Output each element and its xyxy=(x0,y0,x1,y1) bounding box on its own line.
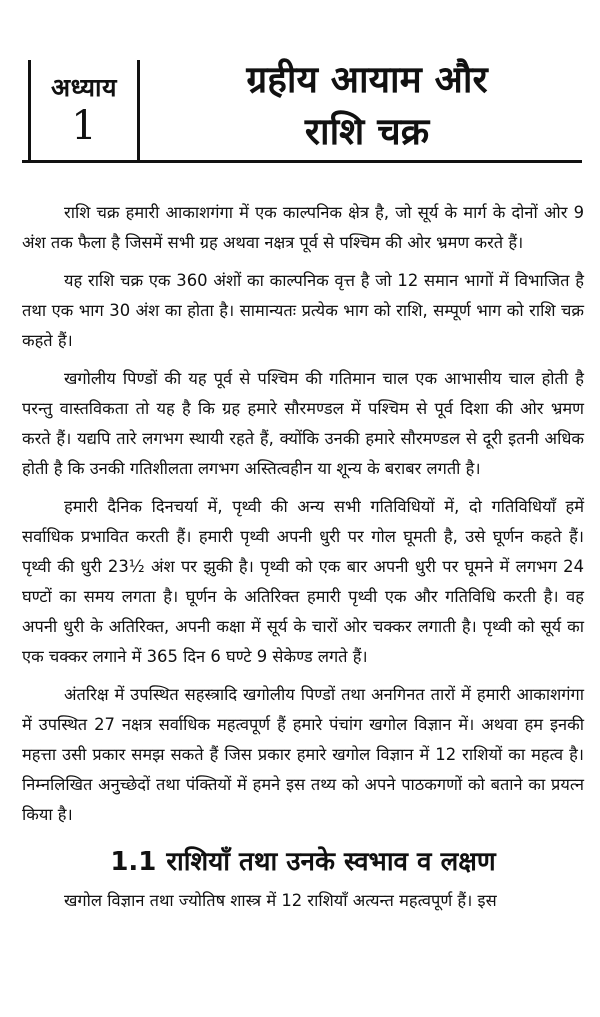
paragraph-5: अंतरिक्ष में उपस्थित सहस्त्रादि खगोलीय पिण्डों तथा अनगिनत तारों में हमारी आकाशगंगा में उपस्थित 27 नक्षत्र सर्वाधिक महत्वपूर्ण हैं हमारे पंचांग खगोल विज्ञान में। अथवा हम इनकी महत्ता उसी प्रकार समझ सकते हैं जिस प्रकार हमारे खगोल विज्ञान में 12 राशियों का महत्व है। निम्नलिखित अनुच्छेदों तथा पंक्तियों में हमने इस तथ्य को अपने पाठकगणों को बताने का प्रयत्न किया है। xyxy=(22,685,584,824)
paragraph-3: खगोलीय पिण्डों की यह पूर्व से पश्चिम की गतिमान चाल एक आभासीय चाल होती है परन्तु वास्तविकता तो यह है कि ग्रह हमारे सौरमण्डल में पश्चिम से पूर्व दिशा की ओर भ्रमण करते हैं। यद्यपि तारे लगभग स्थायी रहते हैं, क्योंकि उनकी हमारे सौरमण्डल से दूरी इतनी अधिक होती है कि उनकी गतिशीलता लगभग अस्तित्वहीन या शून्य के बराबर लगती है। xyxy=(22,369,584,478)
chapter-title xyxy=(162,54,572,158)
header-divider xyxy=(22,160,582,163)
chapter-label: अध्याय xyxy=(51,73,117,102)
section-number: 1.1 xyxy=(110,847,157,877)
section-title: राशियाँ तथा उनके स्वभाव व लक्षण xyxy=(166,847,496,877)
chapter-title-line-1: ग्रहीय आयाम और xyxy=(246,58,488,101)
chapter-title-line-2: राशि चक्र xyxy=(304,110,430,153)
chapter-number: 1 xyxy=(71,103,97,149)
paragraph-1: राशि चक्र हमारी आकाशगंगा में एक काल्पनिक क्षेत्र है, जो सूर्य के मार्ग के दोनों ओर 9 अंश तक फैला है जिसमें सभी ग्रह अथवा नक्षत्र पूर्व से पश्चिम की ओर भ्रमण करते हैं। xyxy=(22,203,584,252)
section-paragraph: खगोल विज्ञान तथा ज्योतिष शास्त्र में 12 राशियाँ अत्यन्त महत्वपूर्ण हैं। इस xyxy=(64,891,497,910)
section-heading xyxy=(22,842,584,882)
paragraph-4: हमारी दैनिक दिनचर्या में, पृथ्वी की अन्य सभी गतिविधियों में, दो गतिविधियाँ हमें सर्वाधिक प्रभावित करती हैं। हमारी पृथ्वी अपनी धुरी पर गोल घूमती है, उसे घूर्णन कहते हैं। पृथ्वी की धुरी 23½ अंश पर झुकी है। पृथ्वी को एक बार अपनी धुरी पर घूमने में लगभग 24 घण्टों का समय लगता है। घूर्णन के अतिरिक्त हमारी पृथ्वी एक और गतिविधि करती है। वह अपनी धुरी के अतिरिक्त, अपनी कक्षा में सूर्य के चारों ओर चक्कर लगाती है। पृथ्वी को सूर्य का एक चक्कर लगाने में 365 दिन 6 घण्टे 9 सेकेण्ड लगते हैं। xyxy=(22,497,584,666)
chapter-box xyxy=(28,60,140,160)
chapter-header xyxy=(22,50,582,162)
body-text xyxy=(22,198,584,924)
paragraph-2: यह राशि चक्र एक 360 अंशों का काल्पनिक वृत्त है जो 12 समान भागों में विभाजित है तथा एक भाग 30 अंश का होता है। सामान्यतः प्रत्येक भाग को राशि, सम्पूर्ण भाग को राशि चक्र कहते हैं। xyxy=(22,271,584,350)
